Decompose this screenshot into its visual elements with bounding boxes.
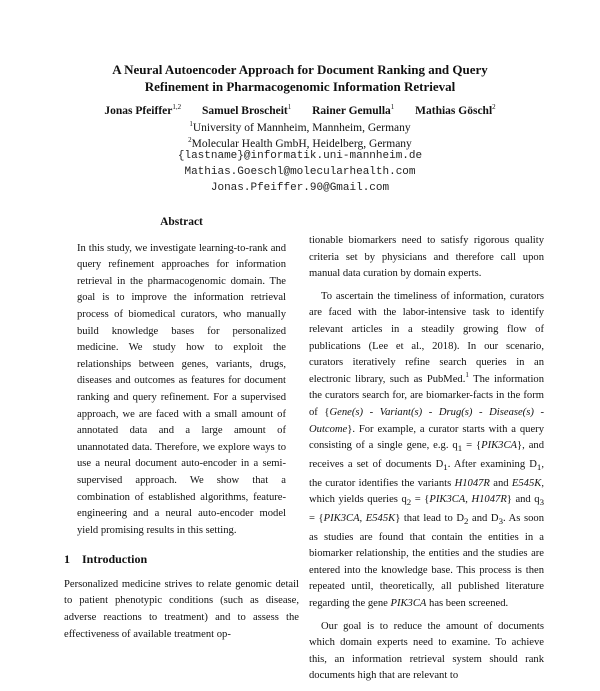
author: Jonas Pfeiffer$^{1,2}$ — [104, 103, 182, 117]
paper-title — [40, 61, 560, 95]
introduction-paragraph: Personalized medicine strives to relate genomic detail to patient phenotypic conditions (such as disease, adverse reactions to treatment) and to assess the effectiveness of available treatment op- — [64, 578, 299, 640]
author: Rainer Gemulla$^1$ — [312, 103, 395, 117]
affiliation: $^1$University of Mannheim, Mannheim, Germany — [189, 120, 411, 134]
author-list — [60, 103, 540, 119]
abstract-heading: Abstract — [160, 216, 203, 228]
paragraph: To ascertain the timeliness of information, curators are faced with the labor-intensive task to identify relevant articles in a steadily growing flow of publications (Lee et al., 2018). In our scenario, curators iteratively refine search queries in an electronic library, such as PubMed.$^1$ The information the curators search for, are biomarker-facts in the form of {Gene(s) - Variant(s) - Drug(s) - Disease(s) - Outcome}. For example, a curator starts with a query consisting of a single gene, e.g. $q_1 = \{PIK3CA\}$, and receives a set of documents $D_1$. After examining $D_1$, the curator identifies the variants H1047R and E545K, which yields queries $q_2 = \{PIK3CA$, H1047R} and $q_3 = \{PIK3CA$, E545K} that lead to $D_2$ and $D_3$. As soon as studies are found that contain the entities in a biomarker relationship, the entities and the studies are entered into the knowledge base. This process is then repeated until, theoretically, all published literature regarding the gene PIK3CA has been screened. — [309, 290, 545, 609]
email: Mathias.Goeschl@molecularhealth.com — [184, 166, 416, 178]
title-line-2: Refinement in Pharmacogenomic Information Retrieval — [144, 79, 456, 94]
section-number: 1 — [64, 552, 70, 567]
author: Samuel Broscheit$^1$ — [202, 103, 292, 117]
paragraph: tionable biomarkers need to satisfy rigorous quality criteria set by physicians and therefore call upon manual data curation by domain experts. — [309, 235, 544, 280]
abstract-text: In this study, we investigate learning-to-rank and query refinement approaches for information retrieval in the pharmacogenomic domain. The goal is to improve the information retrieval process of biomedical curators, who manually build knowledge bases for personalized medicine. We study how to exploit the relationships between genes, variants, drugs, diseases and outcomes as features for document ranking and query refinement. For a supervised approach, we are faced with a small amount of annotated data and a large amount of unannotated data. Therefore, we explore ways to use a neural document auto-encoder in a semi-supervised approach. We show that a combination of established algorithms, feature-engineering and a neural auto-encoder model yield promising results in this setting. — [77, 242, 286, 536]
section-title: Introduction — [82, 552, 148, 567]
title-line-1: A Neural Autoencoder Approach for Document Ranking and Query — [112, 62, 488, 77]
email: {lastname}@informatik.uni-mannheim.de — [177, 150, 423, 162]
section-heading-introduction — [64, 551, 299, 568]
email: Jonas.Pfeiffer.90@Gmail.com — [210, 182, 390, 194]
affiliation: $^2$Molecular Health GmbH, Heidelberg, Germany — [188, 136, 412, 150]
footnote-marker: 1 — [465, 370, 469, 379]
email-list — [60, 148, 540, 196]
right-column — [309, 233, 544, 691]
paragraph: Our goal is to reduce the amount of documents which domain experts need to examine. To achieve this, an information retrieval system should rank documents high that are relevant to — [309, 620, 544, 682]
author: Mathias Göschl$^2$ — [415, 103, 496, 117]
left-column — [64, 214, 299, 649]
